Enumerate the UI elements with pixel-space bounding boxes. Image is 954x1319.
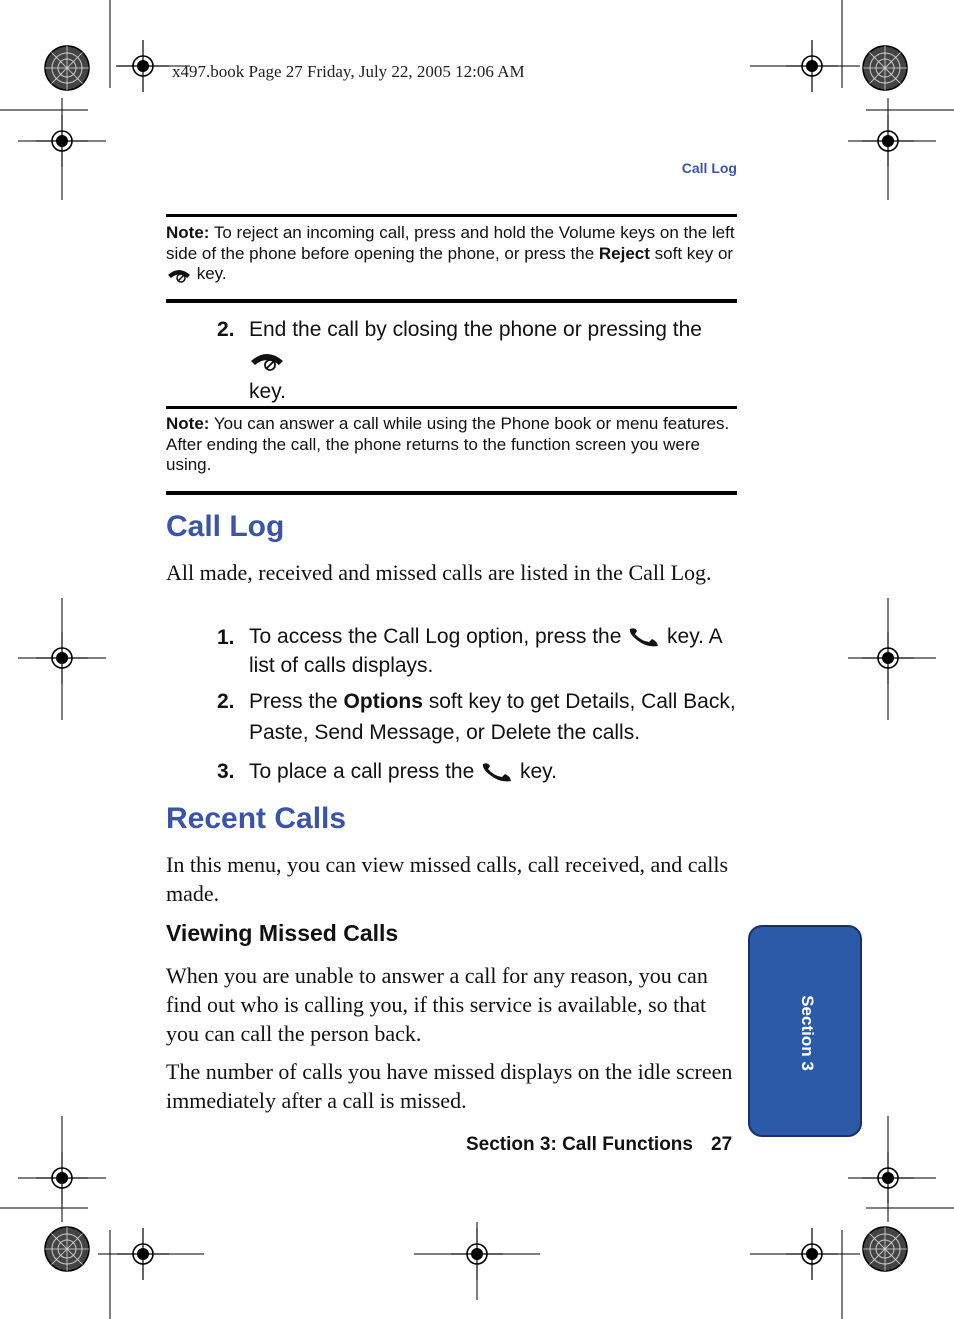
step-number: 1. [217, 626, 235, 649]
step-text: Press the [249, 690, 344, 713]
footer-section-title: Section 3: Call Functions [466, 1134, 693, 1155]
registration-target-icon [863, 46, 907, 90]
note1-top-rule [166, 214, 737, 217]
print-header: x497.book Page 27 Friday, July 22, 2005 12:06 AM [172, 62, 525, 81]
note2-label: Note: [166, 414, 210, 433]
registration-target-icon [863, 1227, 907, 1271]
running-head: Call Log [681, 160, 737, 176]
step-text-b: soft key to get Details, Call Back, Paste, Send Message, or Delete the calls. [249, 690, 736, 744]
step-text-b: key. [249, 380, 286, 403]
note1-bottom-rule [166, 299, 737, 303]
recent-calls-heading: Recent Calls [166, 802, 347, 835]
missed-calls-para-1: When you are unable to answer a call for any reason, you can find out who is calling you, if this service is available, so that you can call the person back. [166, 963, 708, 1046]
step-text: To access the Call Log option, press the [249, 625, 628, 648]
end-call-icon [166, 267, 192, 283]
note1-text-b: soft key or [649, 243, 734, 263]
note2-text: You can answer a call while using the Phone book or menu features. After ending the call, the phone returns to the function screen you were using. [166, 414, 730, 474]
send-call-icon [627, 626, 661, 648]
note1-label: Note: [166, 223, 210, 242]
page-number: 27 [711, 1134, 733, 1155]
section-tab [748, 925, 862, 1137]
note1 [166, 223, 737, 285]
note2 [166, 414, 737, 476]
step-text-b: key. [514, 760, 557, 783]
step-text-b: key. A list of calls displays. [249, 625, 722, 677]
note1-text-a: To reject an incoming call, press and hold the Volume keys on the left side of the phone before opening the phone, or press the [166, 223, 735, 263]
note1-text-c: key. [192, 264, 227, 283]
options-softkey-label: Options [343, 690, 423, 713]
call-log-intro: All made, received and missed calls are listed in the Call Log. [166, 560, 712, 585]
registration-target-icon [45, 1227, 89, 1271]
step-text: End the call by closing the phone or pressing the [249, 318, 702, 341]
missed-calls-para-2: The number of calls you have missed displays on the idle screen immediately after a call is missed. [166, 1059, 733, 1113]
step-text: To place a call press the [249, 760, 481, 783]
call-log-heading: Call Log [166, 510, 285, 543]
step-number: 2. [217, 318, 235, 341]
call-log-step-1 [217, 622, 737, 684]
note2-top-rule [166, 406, 737, 409]
step-number: 3. [217, 760, 235, 783]
end-call-icon [249, 350, 285, 372]
call-log-step-3 [217, 756, 737, 788]
registration-target-icon [45, 46, 89, 90]
viewing-missed-calls-heading: Viewing Missed Calls [166, 920, 399, 946]
call-log-step-2 [217, 686, 737, 748]
send-call-icon [480, 761, 514, 783]
note2-bottom-rule [166, 491, 737, 495]
recent-calls-intro: In this menu, you can view missed calls, call received, and calls made. [166, 852, 729, 906]
note1-reject: Reject [598, 243, 650, 263]
step-end-call [217, 314, 737, 403]
step-number: 2. [217, 690, 235, 713]
section-tab-label: Section 3 [798, 995, 817, 1071]
